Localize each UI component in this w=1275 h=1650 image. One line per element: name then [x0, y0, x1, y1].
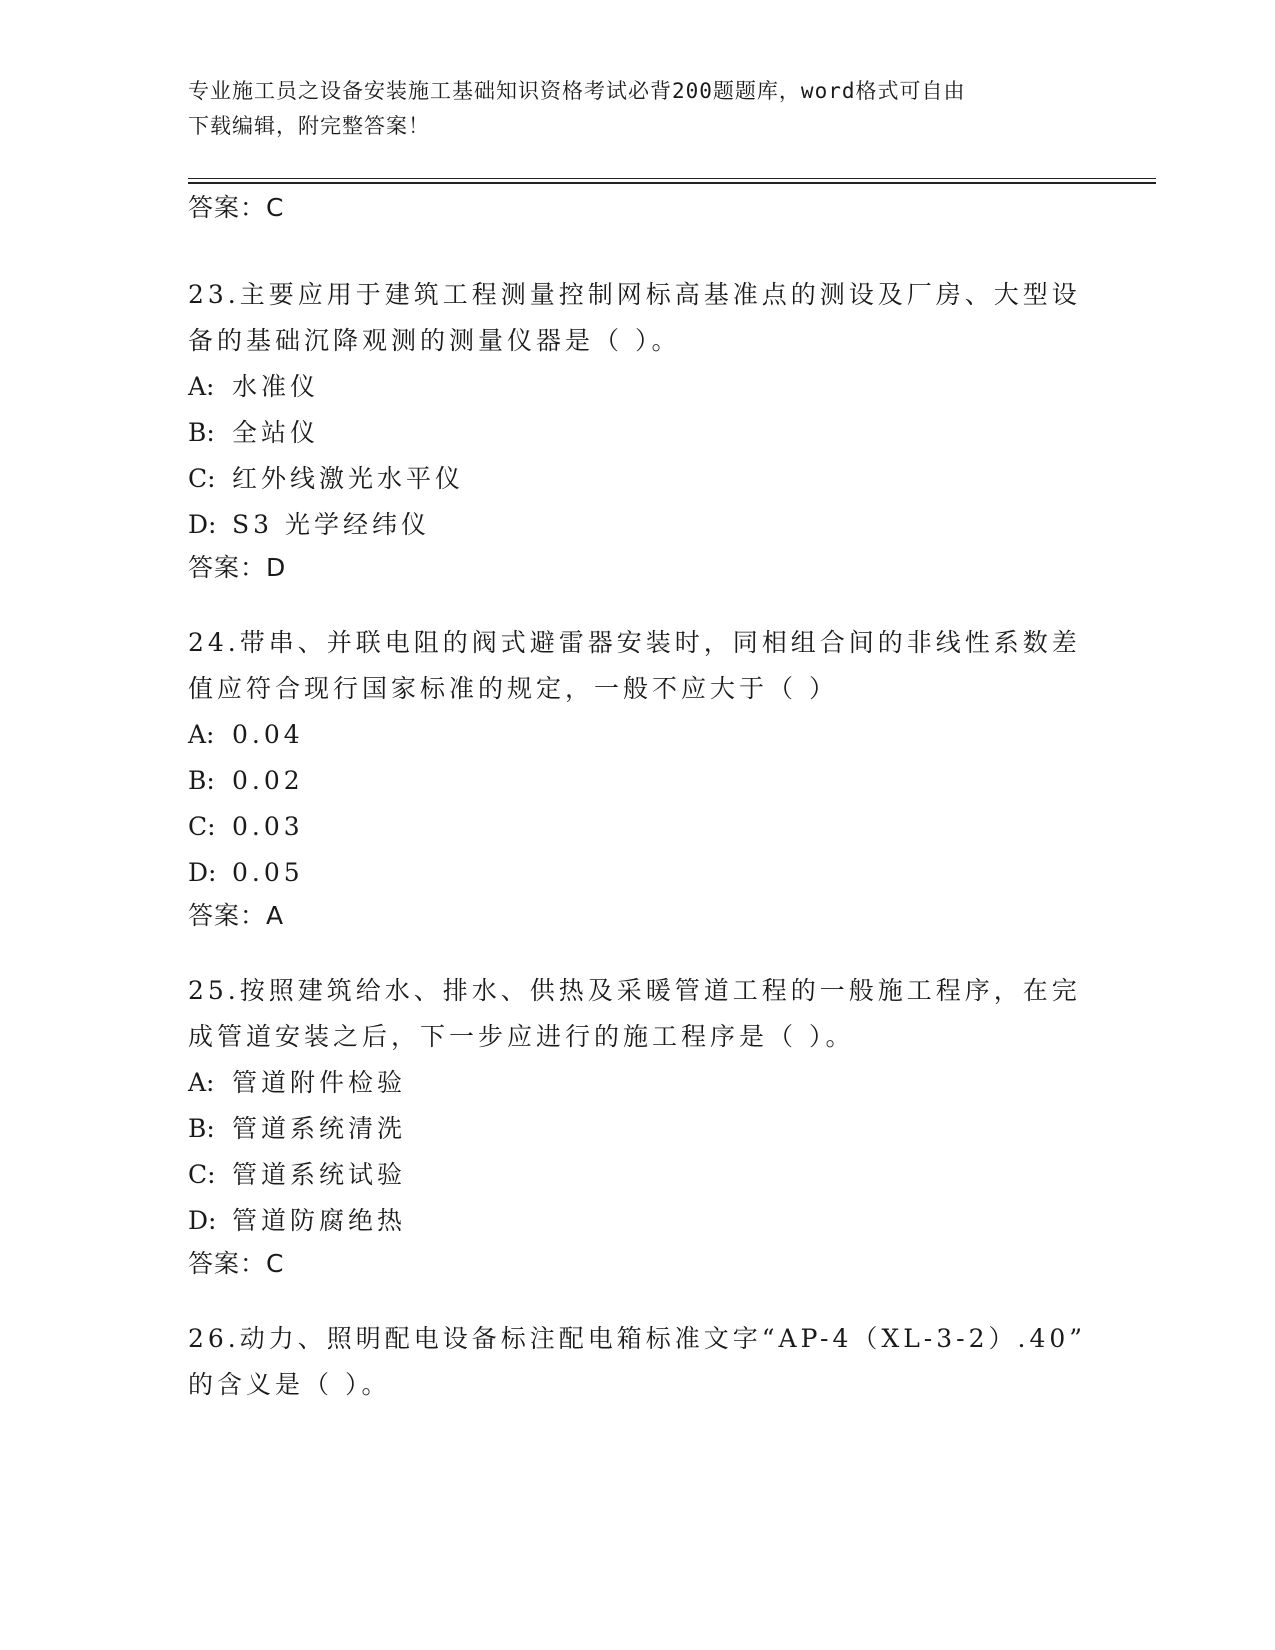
option-text: S3 光学经纬仪 — [232, 510, 430, 539]
option-key: B: — [188, 418, 215, 447]
previous-answer: 答案：C — [188, 193, 285, 222]
option-c — [188, 804, 1088, 850]
option-b — [188, 410, 1088, 456]
option-d — [188, 502, 1088, 548]
option-text: 0.05 — [232, 858, 304, 887]
option-text: 0.03 — [232, 812, 304, 841]
question-26 — [188, 1316, 1088, 1408]
option-key: D: — [188, 858, 217, 887]
option-c — [188, 456, 1088, 502]
option-b — [188, 758, 1088, 804]
document-header — [188, 74, 1088, 144]
question-stem-line-1: 23.主要应用于建筑工程测量控制网标高基准点的测设及厂房、大型设 — [188, 280, 1081, 309]
option-text: 红外线激光水平仪 — [232, 464, 465, 493]
option-text: 管道附件检验 — [232, 1068, 407, 1097]
question-stem-line-2: 值应符合现行国家标准的规定，一般不应大于（ ） — [188, 674, 838, 703]
header-divider-thick — [188, 182, 1156, 184]
question-24 — [188, 620, 1088, 936]
option-key: A: — [188, 1068, 215, 1097]
option-c — [188, 1152, 1088, 1198]
question-25 — [188, 968, 1088, 1284]
question-stem — [188, 1316, 1088, 1408]
option-text: 0.04 — [232, 720, 304, 749]
option-key: D: — [188, 1206, 217, 1235]
option-d — [188, 1198, 1088, 1244]
option-key: B: — [188, 1114, 215, 1143]
answer: 答案：C — [188, 1249, 285, 1278]
option-a — [188, 712, 1088, 758]
option-key: B: — [188, 766, 215, 795]
question-stem-line-1: 24.带串、并联电阻的阀式避雷器安装时，同相组合间的非线性系数差 — [188, 628, 1081, 657]
header-line-1: 专业施工员之设备安装施工基础知识资格考试必背200题题库，word格式可自由 — [188, 79, 966, 103]
option-text: 0.02 — [232, 766, 304, 795]
option-key: A: — [188, 372, 215, 401]
option-key: A: — [188, 720, 215, 749]
option-key: D: — [188, 510, 217, 539]
option-key: C: — [188, 464, 216, 493]
option-d — [188, 850, 1088, 896]
option-text: 水准仪 — [232, 372, 320, 401]
option-key: C: — [188, 1160, 216, 1189]
option-a — [188, 1060, 1088, 1106]
option-text: 管道防腐绝热 — [232, 1206, 407, 1235]
question-stem-line-1: 25.按照建筑给水、排水、供热及采暖管道工程的一般施工程序，在完 — [188, 976, 1081, 1005]
option-a — [188, 364, 1088, 410]
answer: 答案：A — [188, 901, 285, 930]
answer: 答案：D — [188, 553, 287, 582]
option-text: 管道系统清洗 — [232, 1114, 407, 1143]
option-key: C: — [188, 812, 216, 841]
option-text: 管道系统试验 — [232, 1160, 407, 1189]
question-stem — [188, 620, 1088, 712]
question-stem-line-2: 成管道安装之后，下一步应进行的施工程序是（ ）。 — [188, 1022, 855, 1051]
header-divider-thin — [188, 178, 1156, 179]
question-stem-line-2: 的含义是（ ）。 — [188, 1370, 391, 1399]
question-stem — [188, 272, 1088, 364]
option-text: 全站仪 — [232, 418, 320, 447]
option-b — [188, 1106, 1088, 1152]
question-stem-line-1: 26.动力、照明配电设备标注配电箱标准文字“AP-4（XL-3-2）.40” — [188, 1324, 1087, 1353]
question-stem-line-2: 备的基础沉降观测的测量仪器是（ ）。 — [188, 326, 681, 355]
header-line-2: 下载编辑，附完整答案！ — [188, 114, 430, 138]
question-23 — [188, 272, 1088, 588]
question-stem — [188, 968, 1088, 1060]
